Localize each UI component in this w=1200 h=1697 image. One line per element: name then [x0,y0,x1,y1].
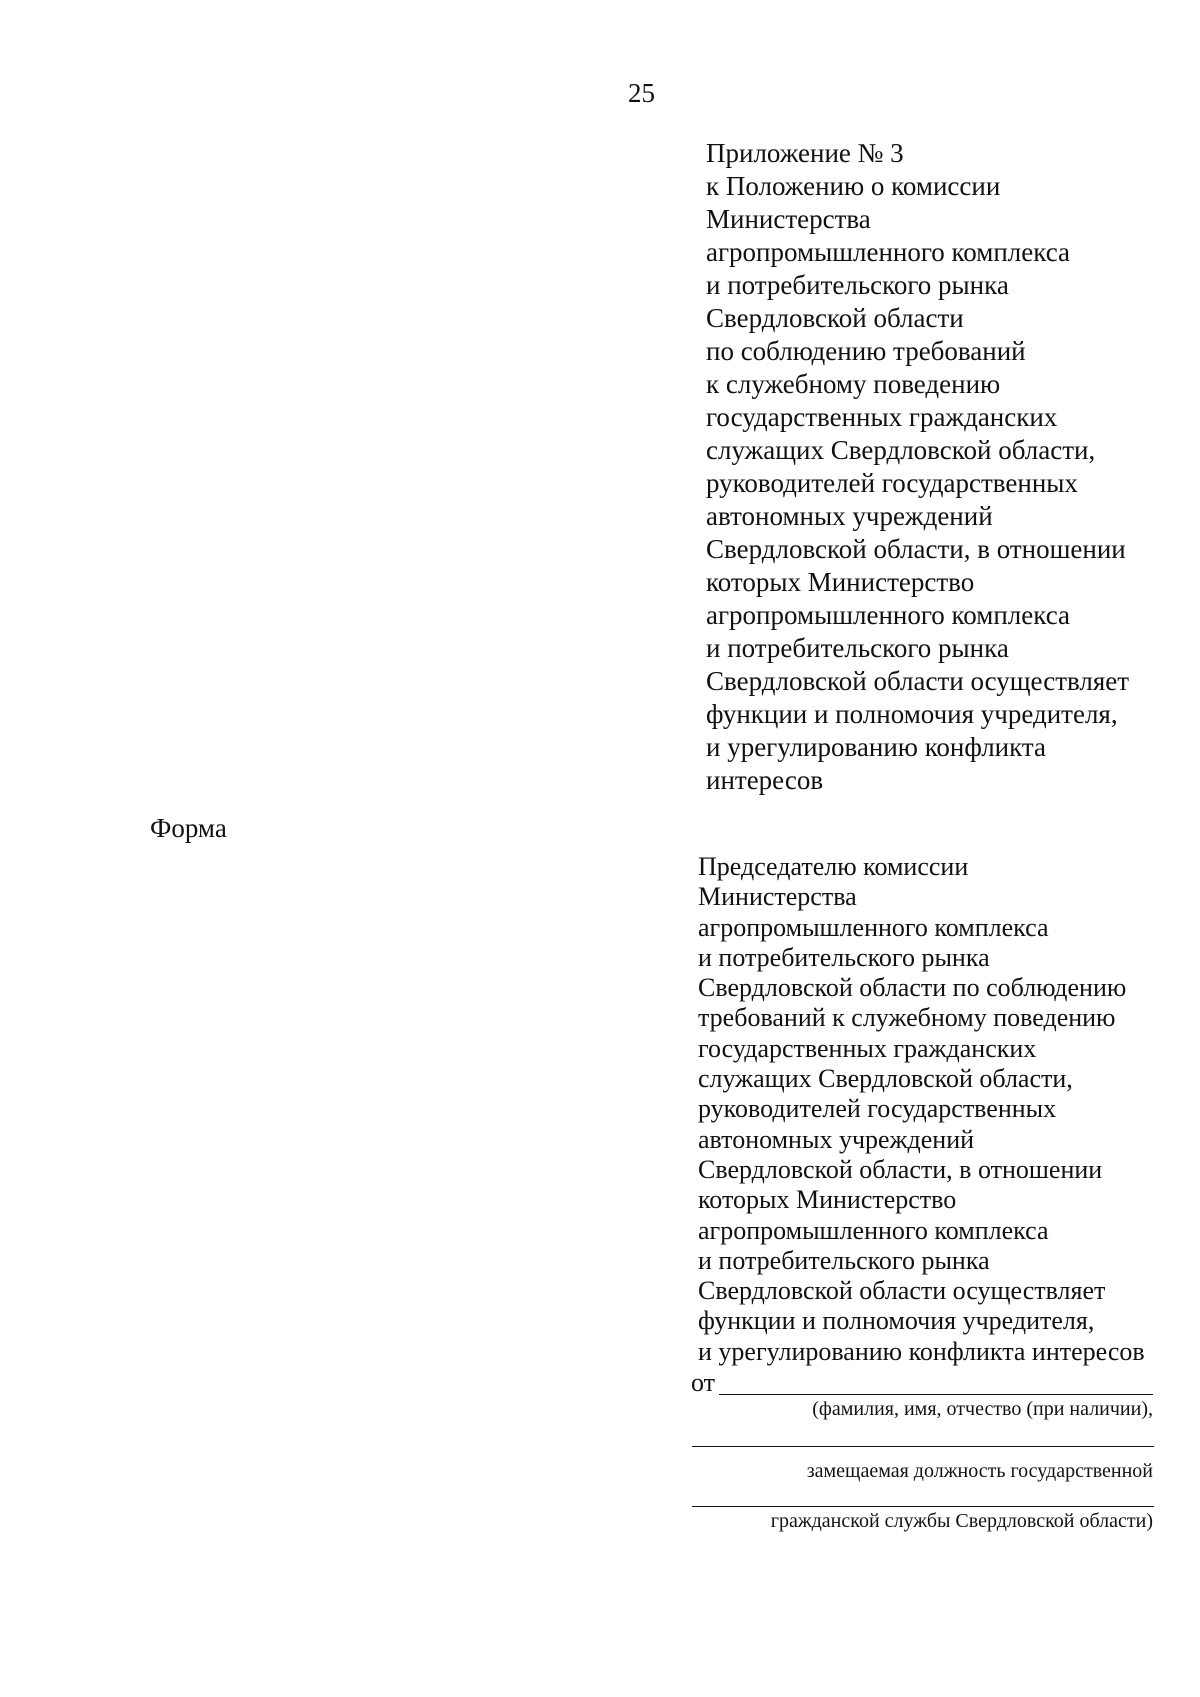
addressee-line: автономных учреждений [698,1124,975,1154]
addressee-line: Свердловской области осуществляет [698,1276,1106,1306]
appendix-line: Свердловской области, в отношении [706,534,1126,564]
appendix-line: к Положению о комиссии [706,171,1001,201]
appendix-line: агропромышленного комплекса [706,600,1070,630]
caption-full-name: (фамилия, имя, отчество (при наличии), [812,1398,1153,1420]
appendix-line: и потребительского рынка [706,633,1009,663]
caption-row-1 [691,1398,1153,1424]
addressee-line: функции и полномочия учредителя, [698,1306,1095,1336]
appendix-line: Приложение № 3 [706,138,904,168]
form-label: Форма [150,813,227,843]
addressee-line: требований к служебному поведению [698,1003,1116,1033]
appendix-line: функции и полномочия учредителя, [706,699,1118,729]
appendix-line: по соблюдению требований [706,336,1026,366]
addressee-line: государственных гражданских [698,1033,1037,1063]
addressee-line: агропромышленного комплекса [698,912,1049,942]
caption-civil-service: гражданской службы Свердловской области) [770,1510,1153,1532]
addressee-line: и урегулированию конфликта интересов [698,1336,1145,1366]
addressee-line: и потребительского рынка [698,1245,990,1275]
appendix-line: служащих Свердловской области, [706,435,1096,465]
appendix-line: руководителей государственных [706,468,1078,498]
appendix-line: Свердловской области осуществляет [706,666,1130,696]
appendix-line: Свердловской области [706,303,964,333]
appendix-line: интересов [706,765,824,795]
caption-position: замещаемая должность государственной [806,1460,1153,1482]
addressee-line: руководителей государственных [698,1094,1057,1124]
from-label: от [691,1368,716,1397]
appendix-line: к служебному поведению [706,369,1001,399]
addressee-line: агропромышленного комплекса [698,1215,1049,1245]
caption-row-3 [691,1510,1153,1536]
name-fill-line[interactable] [719,1394,1153,1395]
addressee-line: Министерства [698,882,857,912]
addressee-line: служащих Свердловской области, [698,1064,1073,1094]
appendix-line: Министерства [706,204,871,234]
position-fill-line-2[interactable] [692,1506,1154,1507]
appendix-header [706,137,1129,797]
addressee-line: которых Министерство [698,1185,957,1215]
addressee-line: и потребительского рынка [698,942,990,972]
appendix-line: государственных гражданских [706,402,1058,432]
caption-row-2 [691,1460,1153,1486]
position-fill-row-2 [692,1490,1154,1510]
appendix-line: автономных учреждений [706,501,993,531]
from-field-row [691,1368,1153,1398]
position-fill-row [692,1430,1154,1450]
appendix-line: и потребительского рынка [706,270,1009,300]
page-number: 25 [628,78,655,108]
addressee-block [698,852,1145,1367]
appendix-line: и урегулированию конфликта [706,732,1047,762]
appendix-line: которых Министерство [706,567,975,597]
addressee-line: Свердловской области, в отношении [698,1154,1103,1184]
addressee-line: Председателю комиссии [698,852,969,881]
appendix-line: агропромышленного комплекса [706,237,1070,267]
addressee-line: Свердловской области по соблюдению [698,973,1127,1003]
position-fill-line-1[interactable] [692,1446,1154,1447]
